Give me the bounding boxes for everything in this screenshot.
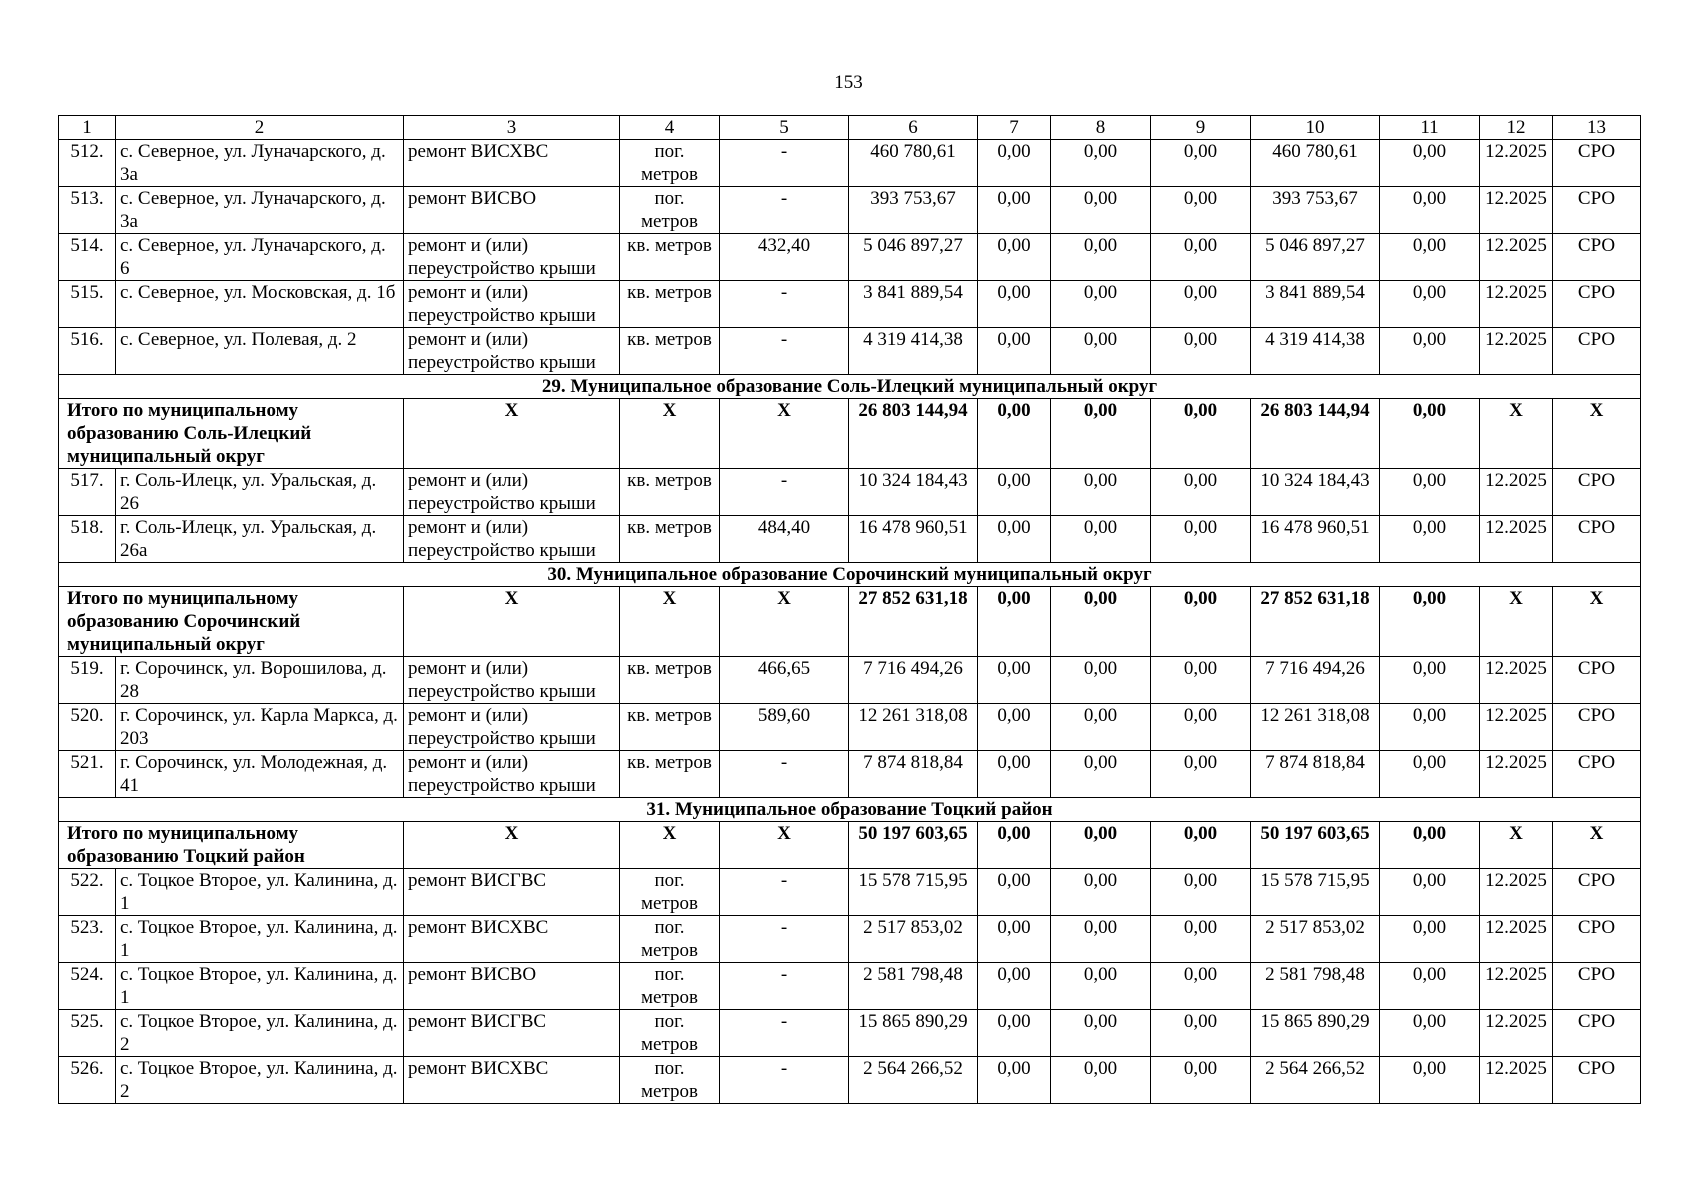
value-cell: 0,00 — [1051, 469, 1151, 516]
subtotal-value: 0,00 — [1380, 399, 1480, 469]
column-number: 13 — [1553, 116, 1641, 140]
funding-method-cell: СРО — [1553, 869, 1641, 916]
subtotal-cost: 27 852 631,18 — [849, 587, 978, 657]
work-type-cell: ремонт ВИСГВС — [404, 869, 620, 916]
value-cell: 0,00 — [978, 963, 1051, 1010]
total-cost-cell: 7 874 818,84 — [849, 751, 978, 798]
unit-cell: пог. метров — [620, 187, 720, 234]
value-cell: 0,00 — [1051, 963, 1151, 1010]
value-cell: 0,00 — [1380, 704, 1480, 751]
work-type-cell: ремонт и (или) переустройство крыши — [404, 516, 620, 563]
subtotal-value: 0,00 — [1151, 822, 1251, 869]
value-cell: 0,00 — [978, 469, 1051, 516]
x-mark: X — [404, 822, 620, 869]
subtotal-row — [59, 399, 1641, 469]
area-cell: - — [720, 187, 849, 234]
value-cell: 0,00 — [1380, 328, 1480, 375]
value-cell: 0,00 — [1380, 234, 1480, 281]
x-mark: X — [404, 399, 620, 469]
work-type-cell: ремонт и (или) переустройство крыши — [404, 234, 620, 281]
area-cell: 589,60 — [720, 704, 849, 751]
funding-method-cell: СРО — [1553, 657, 1641, 704]
table-body — [59, 116, 1641, 1104]
area-cell: - — [720, 963, 849, 1010]
unit-cell: пог. метров — [620, 869, 720, 916]
value-cell: 0,00 — [978, 1010, 1051, 1057]
row-number: 517. — [59, 469, 116, 516]
table-row — [59, 469, 1641, 516]
table-row — [59, 328, 1641, 375]
unit-cell: кв. метров — [620, 469, 720, 516]
address-cell: с. Тоцкое Второе, ул. Калинина, д. 2 — [116, 1057, 404, 1104]
value-cell: 0,00 — [1051, 916, 1151, 963]
value-cell: 393 753,67 — [1251, 187, 1380, 234]
x-mark: X — [620, 587, 720, 657]
work-type-cell: ремонт и (или) переустройство крыши — [404, 657, 620, 704]
unit-cell: кв. метров — [620, 751, 720, 798]
value-cell: 0,00 — [978, 704, 1051, 751]
value-cell: 0,00 — [978, 916, 1051, 963]
column-number: 2 — [116, 116, 404, 140]
column-number: 6 — [849, 116, 978, 140]
work-type-cell: ремонт и (или) переустройство крыши — [404, 751, 620, 798]
value-cell: 0,00 — [978, 281, 1051, 328]
unit-cell: пог. метров — [620, 963, 720, 1010]
completion-date-cell: 12.2025 — [1480, 704, 1553, 751]
total-cost-cell: 15 865 890,29 — [849, 1010, 978, 1057]
value-cell: 0,00 — [1380, 1010, 1480, 1057]
value-cell: 0,00 — [1051, 1010, 1151, 1057]
area-cell: - — [720, 1010, 849, 1057]
value-cell: 16 478 960,51 — [1251, 516, 1380, 563]
value-cell: 0,00 — [1151, 328, 1251, 375]
x-mark: X — [1480, 587, 1553, 657]
value-cell: 12 261 318,08 — [1251, 704, 1380, 751]
row-number: 526. — [59, 1057, 116, 1104]
section-header-row — [59, 563, 1641, 587]
address-cell: с. Тоцкое Второе, ул. Калинина, д. 1 — [116, 916, 404, 963]
page-number: 153 — [834, 72, 863, 93]
value-cell: 0,00 — [1151, 704, 1251, 751]
table-row — [59, 916, 1641, 963]
row-number: 516. — [59, 328, 116, 375]
work-type-cell: ремонт ВИСХВС — [404, 140, 620, 187]
subtotal-value: 0,00 — [1151, 587, 1251, 657]
unit-cell: пог. метров — [620, 916, 720, 963]
unit-cell: пог. метров — [620, 140, 720, 187]
value-cell: 0,00 — [1051, 234, 1151, 281]
total-cost-cell: 4 319 414,38 — [849, 328, 978, 375]
unit-cell: кв. метров — [620, 516, 720, 563]
table-row — [59, 234, 1641, 281]
completion-date-cell: 12.2025 — [1480, 869, 1553, 916]
total-cost-cell: 7 716 494,26 — [849, 657, 978, 704]
completion-date-cell: 12.2025 — [1480, 234, 1553, 281]
total-cost-cell: 2 564 266,52 — [849, 1057, 978, 1104]
row-number: 515. — [59, 281, 116, 328]
subtotal-cost: 50 197 603,65 — [849, 822, 978, 869]
table-row — [59, 187, 1641, 234]
funding-method-cell: СРО — [1553, 234, 1641, 281]
row-number: 519. — [59, 657, 116, 704]
area-cell: - — [720, 469, 849, 516]
total-cost-cell: 10 324 184,43 — [849, 469, 978, 516]
total-cost-cell: 16 478 960,51 — [849, 516, 978, 563]
value-cell: 5 046 897,27 — [1251, 234, 1380, 281]
address-cell: с. Северное, ул. Луначарского, д. 3а — [116, 187, 404, 234]
row-number: 514. — [59, 234, 116, 281]
value-cell: 0,00 — [1051, 657, 1151, 704]
area-cell: - — [720, 281, 849, 328]
address-cell: с. Тоцкое Второе, ул. Калинина, д. 1 — [116, 869, 404, 916]
completion-date-cell: 12.2025 — [1480, 963, 1553, 1010]
address-cell: г. Сорочинск, ул. Карла Маркса, д. 203 — [116, 704, 404, 751]
row-number: 520. — [59, 704, 116, 751]
completion-date-cell: 12.2025 — [1480, 187, 1553, 234]
subtotal-value: 0,00 — [1151, 399, 1251, 469]
value-cell: 0,00 — [1151, 469, 1251, 516]
work-type-cell: ремонт ВИСГВС — [404, 1010, 620, 1057]
subtotal-value: 0,00 — [1051, 399, 1151, 469]
subtotal-value: 27 852 631,18 — [1251, 587, 1380, 657]
area-cell: 484,40 — [720, 516, 849, 563]
x-mark: X — [1553, 822, 1641, 869]
subtotal-value: 0,00 — [1051, 822, 1151, 869]
area-cell: - — [720, 328, 849, 375]
address-cell: г. Соль-Илецк, ул. Уральская, д. 26а — [116, 516, 404, 563]
total-cost-cell: 15 578 715,95 — [849, 869, 978, 916]
total-cost-cell: 2 581 798,48 — [849, 963, 978, 1010]
subtotal-value: 0,00 — [978, 587, 1051, 657]
address-cell: г. Соль-Илецк, ул. Уральская, д. 26 — [116, 469, 404, 516]
value-cell: 0,00 — [1380, 516, 1480, 563]
row-number: 525. — [59, 1010, 116, 1057]
table-row — [59, 657, 1641, 704]
column-number: 7 — [978, 116, 1051, 140]
row-number: 512. — [59, 140, 116, 187]
x-mark: X — [620, 822, 720, 869]
subtotal-value: 50 197 603,65 — [1251, 822, 1380, 869]
value-cell: 0,00 — [1380, 657, 1480, 704]
table-row — [59, 704, 1641, 751]
subtotal-value: 26 803 144,94 — [1251, 399, 1380, 469]
column-number: 1 — [59, 116, 116, 140]
address-cell: с. Северное, ул. Луначарского, д. 3а — [116, 140, 404, 187]
row-number: 513. — [59, 187, 116, 234]
x-mark: X — [620, 399, 720, 469]
row-number: 524. — [59, 963, 116, 1010]
completion-date-cell: 12.2025 — [1480, 1010, 1553, 1057]
column-number: 4 — [620, 116, 720, 140]
value-cell: 15 578 715,95 — [1251, 869, 1380, 916]
value-cell: 0,00 — [1051, 281, 1151, 328]
area-cell: - — [720, 140, 849, 187]
work-type-cell: ремонт ВИСХВС — [404, 1057, 620, 1104]
value-cell: 0,00 — [1151, 140, 1251, 187]
value-cell: 0,00 — [1151, 234, 1251, 281]
area-cell: 466,65 — [720, 657, 849, 704]
work-type-cell: ремонт ВИСВО — [404, 187, 620, 234]
funding-method-cell: СРО — [1553, 1057, 1641, 1104]
value-cell: 2 564 266,52 — [1251, 1057, 1380, 1104]
value-cell: 0,00 — [978, 234, 1051, 281]
row-number: 523. — [59, 916, 116, 963]
column-number: 5 — [720, 116, 849, 140]
table-row — [59, 751, 1641, 798]
total-cost-cell: 5 046 897,27 — [849, 234, 978, 281]
value-cell: 0,00 — [1151, 751, 1251, 798]
unit-cell: кв. метров — [620, 328, 720, 375]
x-mark: X — [720, 399, 849, 469]
subtotal-row — [59, 822, 1641, 869]
value-cell: 0,00 — [1380, 916, 1480, 963]
funding-method-cell: СРО — [1553, 516, 1641, 563]
value-cell: 0,00 — [978, 1057, 1051, 1104]
completion-date-cell: 12.2025 — [1480, 916, 1553, 963]
table-row — [59, 1010, 1641, 1057]
area-cell: - — [720, 869, 849, 916]
completion-date-cell: 12.2025 — [1480, 140, 1553, 187]
funding-method-cell: СРО — [1553, 281, 1641, 328]
value-cell: 4 319 414,38 — [1251, 328, 1380, 375]
column-number-row — [59, 116, 1641, 140]
subtotal-value: 0,00 — [978, 399, 1051, 469]
value-cell: 15 865 890,29 — [1251, 1010, 1380, 1057]
unit-cell: пог. метров — [620, 1010, 720, 1057]
subtotal-label: Итого по муниципальному образованию Соль-Илецкий муниципальный округ — [59, 399, 404, 469]
work-type-cell: ремонт и (или) переустройство крыши — [404, 328, 620, 375]
row-number: 521. — [59, 751, 116, 798]
subtotal-cost: 26 803 144,94 — [849, 399, 978, 469]
completion-date-cell: 12.2025 — [1480, 469, 1553, 516]
funding-method-cell: СРО — [1553, 963, 1641, 1010]
value-cell: 10 324 184,43 — [1251, 469, 1380, 516]
address-cell: с. Северное, ул. Московская, д. 1б — [116, 281, 404, 328]
funding-method-cell: СРО — [1553, 469, 1641, 516]
total-cost-cell: 2 517 853,02 — [849, 916, 978, 963]
value-cell: 0,00 — [1151, 281, 1251, 328]
section-title: 30. Муниципальное образование Сорочинский муниципальный округ — [59, 563, 1641, 587]
value-cell: 0,00 — [978, 657, 1051, 704]
value-cell: 0,00 — [978, 751, 1051, 798]
area-cell: 432,40 — [720, 234, 849, 281]
funding-method-cell: СРО — [1553, 140, 1641, 187]
column-number: 3 — [404, 116, 620, 140]
work-type-cell: ремонт ВИСХВС — [404, 916, 620, 963]
work-type-cell: ремонт ВИСВО — [404, 963, 620, 1010]
total-cost-cell: 460 780,61 — [849, 140, 978, 187]
value-cell: 0,00 — [978, 187, 1051, 234]
table-row — [59, 963, 1641, 1010]
address-cell: г. Сорочинск, ул. Ворошилова, д. 28 — [116, 657, 404, 704]
value-cell: 0,00 — [978, 516, 1051, 563]
value-cell: 0,00 — [1380, 281, 1480, 328]
area-cell: - — [720, 916, 849, 963]
value-cell: 0,00 — [1380, 963, 1480, 1010]
completion-date-cell: 12.2025 — [1480, 751, 1553, 798]
row-number: 518. — [59, 516, 116, 563]
value-cell: 0,00 — [1151, 1057, 1251, 1104]
value-cell: 3 841 889,54 — [1251, 281, 1380, 328]
unit-cell: кв. метров — [620, 657, 720, 704]
total-cost-cell: 3 841 889,54 — [849, 281, 978, 328]
value-cell: 0,00 — [1051, 328, 1151, 375]
column-number: 11 — [1380, 116, 1480, 140]
column-number: 9 — [1151, 116, 1251, 140]
address-cell: г. Сорочинск, ул. Молодежная, д. 41 — [116, 751, 404, 798]
address-cell: с. Северное, ул. Полевая, д. 2 — [116, 328, 404, 375]
address-cell: с. Тоцкое Второе, ул. Калинина, д. 2 — [116, 1010, 404, 1057]
funding-method-cell: СРО — [1553, 328, 1641, 375]
unit-cell: пог. метров — [620, 1057, 720, 1104]
completion-date-cell: 12.2025 — [1480, 281, 1553, 328]
subtotal-value: 0,00 — [1380, 822, 1480, 869]
x-mark: X — [1480, 822, 1553, 869]
funding-method-cell: СРО — [1553, 916, 1641, 963]
column-number: 12 — [1480, 116, 1553, 140]
value-cell: 0,00 — [1151, 869, 1251, 916]
value-cell: 460 780,61 — [1251, 140, 1380, 187]
value-cell: 0,00 — [1051, 140, 1151, 187]
section-title: 31. Муниципальное образование Тоцкий район — [59, 798, 1641, 822]
total-cost-cell: 393 753,67 — [849, 187, 978, 234]
value-cell: 0,00 — [1051, 869, 1151, 916]
completion-date-cell: 12.2025 — [1480, 328, 1553, 375]
value-cell: 0,00 — [1380, 140, 1480, 187]
funding-method-cell: СРО — [1553, 187, 1641, 234]
work-type-cell: ремонт и (или) переустройство крыши — [404, 704, 620, 751]
subtotal-value: 0,00 — [978, 822, 1051, 869]
subtotal-label: Итого по муниципальному образованию Сорочинский муниципальный округ — [59, 587, 404, 657]
value-cell: 7 874 818,84 — [1251, 751, 1380, 798]
value-cell: 0,00 — [1051, 187, 1151, 234]
work-type-cell: ремонт и (или) переустройство крыши — [404, 281, 620, 328]
subtotal-label: Итого по муниципальному образованию Тоцкий район — [59, 822, 404, 869]
table-row — [59, 281, 1641, 328]
subtotal-value: 0,00 — [1051, 587, 1151, 657]
x-mark: X — [1480, 399, 1553, 469]
works-table — [58, 115, 1641, 1104]
value-cell: 0,00 — [1151, 963, 1251, 1010]
section-title: 29. Муниципальное образование Соль-Илецкий муниципальный округ — [59, 375, 1641, 399]
row-number: 522. — [59, 869, 116, 916]
value-cell: 0,00 — [1380, 751, 1480, 798]
table-row — [59, 869, 1641, 916]
value-cell: 0,00 — [1051, 704, 1151, 751]
value-cell: 0,00 — [1151, 657, 1251, 704]
completion-date-cell: 12.2025 — [1480, 516, 1553, 563]
unit-cell: кв. метров — [620, 234, 720, 281]
value-cell: 0,00 — [1051, 1057, 1151, 1104]
address-cell: с. Тоцкое Второе, ул. Калинина, д. 1 — [116, 963, 404, 1010]
value-cell: 0,00 — [1380, 469, 1480, 516]
value-cell: 0,00 — [1380, 1057, 1480, 1104]
value-cell: 0,00 — [1151, 187, 1251, 234]
section-header-row — [59, 798, 1641, 822]
value-cell: 0,00 — [1051, 516, 1151, 563]
value-cell: 0,00 — [1051, 751, 1151, 798]
value-cell: 0,00 — [978, 869, 1051, 916]
value-cell: 2 517 853,02 — [1251, 916, 1380, 963]
value-cell: 0,00 — [1151, 916, 1251, 963]
subtotal-value: 0,00 — [1380, 587, 1480, 657]
x-mark: X — [720, 587, 849, 657]
table-row — [59, 1057, 1641, 1104]
x-mark: X — [1553, 587, 1641, 657]
subtotal-row — [59, 587, 1641, 657]
value-cell: 0,00 — [1151, 1010, 1251, 1057]
section-header-row — [59, 375, 1641, 399]
funding-method-cell: СРО — [1553, 1010, 1641, 1057]
table-row — [59, 140, 1641, 187]
value-cell: 0,00 — [1380, 869, 1480, 916]
column-number: 8 — [1051, 116, 1151, 140]
area-cell: - — [720, 1057, 849, 1104]
area-cell: - — [720, 751, 849, 798]
work-type-cell: ремонт и (или) переустройство крыши — [404, 469, 620, 516]
funding-method-cell: СРО — [1553, 704, 1641, 751]
value-cell: 0,00 — [1151, 516, 1251, 563]
x-mark: X — [404, 587, 620, 657]
x-mark: X — [720, 822, 849, 869]
value-cell: 0,00 — [978, 140, 1051, 187]
x-mark: X — [1553, 399, 1641, 469]
value-cell: 2 581 798,48 — [1251, 963, 1380, 1010]
completion-date-cell: 12.2025 — [1480, 1057, 1553, 1104]
funding-method-cell: СРО — [1553, 751, 1641, 798]
address-cell: с. Северное, ул. Луначарского, д. 6 — [116, 234, 404, 281]
unit-cell: кв. метров — [620, 704, 720, 751]
unit-cell: кв. метров — [620, 281, 720, 328]
value-cell: 7 716 494,26 — [1251, 657, 1380, 704]
value-cell: 0,00 — [978, 328, 1051, 375]
column-number: 10 — [1251, 116, 1380, 140]
completion-date-cell: 12.2025 — [1480, 657, 1553, 704]
value-cell: 0,00 — [1380, 187, 1480, 234]
table-row — [59, 516, 1641, 563]
total-cost-cell: 12 261 318,08 — [849, 704, 978, 751]
